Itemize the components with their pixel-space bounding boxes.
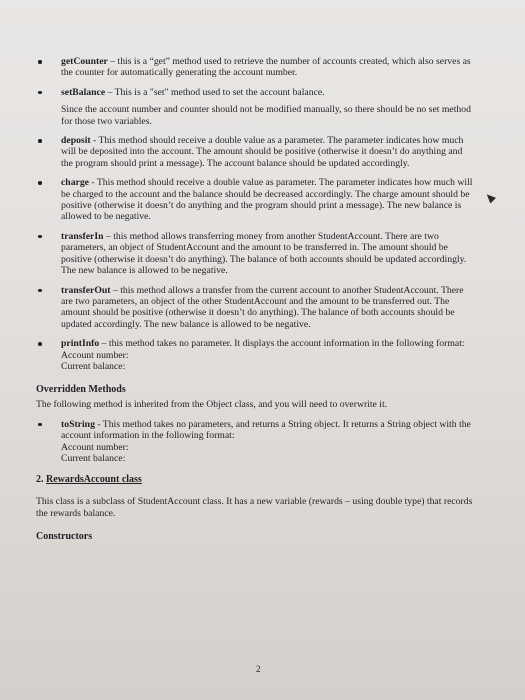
bullet-icon [38, 91, 42, 95]
method-text: – this method allows transferring money from another StudentAccount. There are two parameters, an object of StudentAccount and the amount to be transferred in. The amount should be positive (otherwise it doesn’t do anything). The balance of both accounts should be updated accordingly. The new balance is allowed to be negative. [61, 230, 467, 277]
bullet-icon [38, 423, 42, 427]
bullet-icon [38, 342, 42, 346]
method-note: Since the account number and counter should not be modified manually, so there should be no set method for those two variables. [61, 104, 471, 127]
method-term: transferIn [61, 230, 104, 242]
method-transferin [36, 231, 476, 277]
bullet-icon [38, 60, 42, 64]
method-term: setBalance [61, 86, 106, 98]
method-text: - This method should receive a double value as parameter. The parameter indicates how much will be charged to the account and the balance should be decreased accordingly. The charge amount should be positive (otherwise it doesn’t do anything and the program should print a message). The new balance is allowed to be negative. [61, 177, 473, 223]
method-text: – this method allows a transfer from the current account to another StudentAccount. There are two parameters, an object of the other StudentAccount and the amount to be transferred out. The amount should be positive (otherwise it doesn’t do anything). The balance of both accounts should be updated accordingly. The new balance is allowed to be negative. [61, 284, 464, 330]
method-tostring [36, 419, 476, 465]
method-text: – This is a "set" method used to set the account balance. [105, 86, 325, 98]
method-term: getCounter [61, 56, 108, 67]
method-charge [36, 177, 476, 223]
format-line: Account number: [61, 441, 129, 453]
bullet-icon [38, 139, 42, 143]
bullet-icon [38, 235, 42, 239]
method-transferout [36, 285, 476, 331]
method-term: charge [61, 177, 89, 189]
section-text: This class is a subclass of StudentAccount class. It has a new variable (rewards – using double type) that records the rewards balance. [36, 496, 473, 519]
method-list [36, 56, 476, 372]
method-getcounter [36, 56, 476, 79]
method-text: – this method takes no parameter. It displays the account information in the following format: [99, 338, 465, 350]
section-heading [36, 474, 476, 486]
overridden-list [36, 419, 476, 465]
format-line: Current balance: [61, 360, 126, 372]
constructors-heading: Constructors [36, 531, 93, 543]
page-number: 2 [256, 664, 261, 674]
method-text: - This method takes no parameters, and returns a String object. It returns a String object with the account information in the following format: [61, 418, 471, 442]
format-line: Account number: [61, 349, 129, 361]
format-line: Current balance: [61, 452, 126, 464]
bullet-icon [38, 181, 42, 185]
method-deposit [36, 135, 476, 169]
section-number: 2. [36, 474, 44, 486]
page-content [36, 56, 476, 543]
method-text: - This method should receive a double value as a parameter. The parameter indicates how much will be deposited into the account. The amount should be positive (otherwise it doesn’t do anything and the program should print a message). The account balance should be updated accordingly. [61, 135, 464, 169]
overridden-intro: The following method is inherited from the Object class, and you will need to overwrite it. [36, 399, 388, 411]
method-term: toString [61, 418, 95, 430]
overridden-heading: Overridden Methods [36, 384, 126, 396]
method-printinfo [36, 338, 476, 372]
bullet-icon [38, 289, 42, 293]
method-text: – this is a “get” method used to retrieve the number of accounts created, which also serves as the counter for automatically generating the account number. [61, 56, 471, 79]
method-term: printInfo [61, 338, 100, 350]
method-setbalance [36, 87, 476, 127]
section-title: RewardsAccount class [46, 474, 142, 486]
method-term: deposit [61, 135, 91, 147]
method-term: transferOut [61, 284, 111, 296]
pointer-cursor-icon [484, 191, 496, 203]
